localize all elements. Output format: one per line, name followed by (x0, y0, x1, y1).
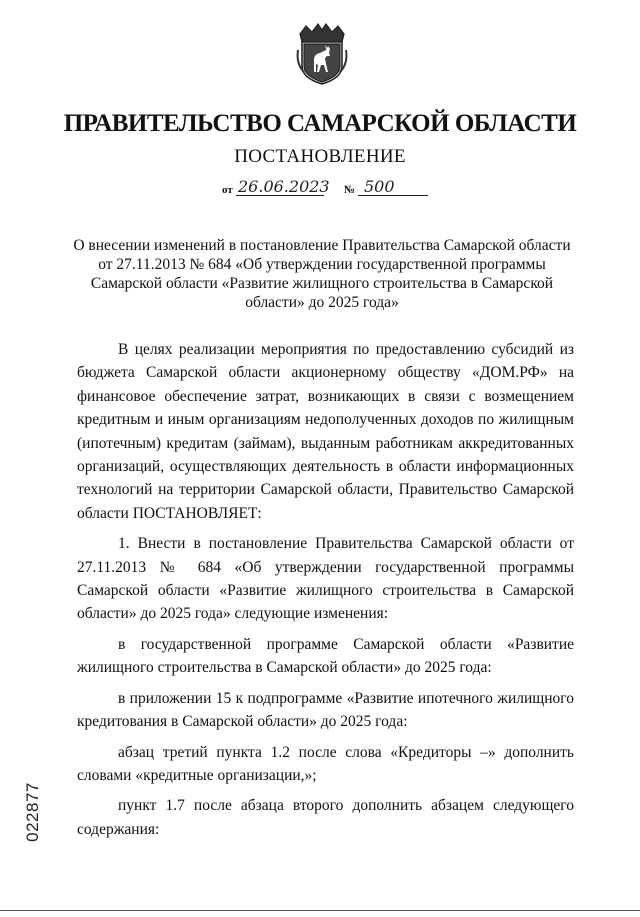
date-number-line (222, 176, 442, 200)
document-body (77, 338, 574, 841)
paragraph-preamble: В целях реализации мероприятия по предоставлению субсидий из бюджета Самарской области акционерному обществу «ДОМ.РФ» на финансовое обеспечение затрат, возникающих в связи с возмещением кредитным и иным организациям недополученных доходов по жилищным (ипотечным) кредитам (займам), выданным работникам аккредитованных организаций, осуществляющих деятельность в области информационных технологий на территории Самарской области, Правительство Самарской области ПОСТАНОВЛЯЕТ: (77, 341, 574, 522)
side-serial-number (23, 770, 42, 860)
paragraph-clause-1-7: пункт 1.7 после абзаца второго дополнить абзацем следующего содержания: (77, 797, 574, 838)
paragraph-program: в государственной программе Самарской области «Развитие жилищного строительства в Самарской области» до 2025 года: (77, 635, 574, 677)
number-label: № (344, 184, 356, 196)
document-type: ПОСТАНОВЛЕНИЕ (234, 146, 406, 167)
document-subject: О внесении изменений в постановление Правительства Самарской области от 27.11.2013 № 684 «Об утверждении государственной программы Самарской области «Развитие жилищного строительства в Самарской области» до 2025 года» (73, 237, 571, 311)
side-serial-number-text: 022877 (23, 782, 42, 842)
bottom-rule (0, 910, 640, 911)
number-value: 500 (364, 177, 395, 196)
date-value: 26.06.2023 (238, 177, 330, 196)
paragraph-item-1: 1. Внести в постановление Правительства Самарской области от 27.11.2013 № 684 «Об утверждении государственной программы Самарской области «Развитие жилищного строительства в Самарской области» до 2025 года» следующие изменения: (77, 535, 574, 623)
organization-title: ПРАВИТЕЛЬСТВО САМАРСКОЙ ОБЛАСТИ (63, 110, 577, 137)
date-label: от (222, 184, 233, 196)
paragraph-appendix: в приложении 15 к подпрограмме «Развитие ипотечного жилищного кредитования в Самарской области» до 2025 года: (77, 689, 574, 731)
paragraph-clause-1-2: абзац третий пункта 1.2 после слова «Кредиторы –» дополнить словами «кредитные организации,»; (77, 743, 574, 784)
samara-coat-of-arms-icon (296, 20, 348, 86)
